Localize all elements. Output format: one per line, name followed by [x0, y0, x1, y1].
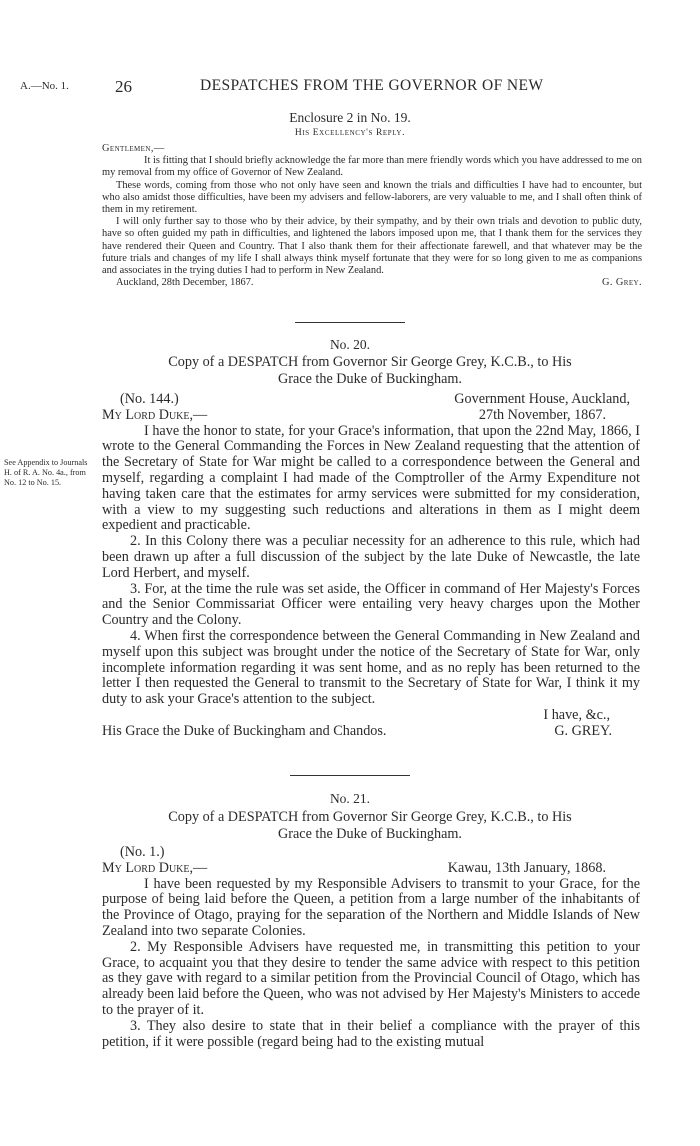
despatch-number: No. 21.	[329, 791, 371, 806]
running-title: DESPATCHES FROM THE GOVERNOR OF NEW	[200, 77, 544, 94]
despatch-closing: I have, &c.,	[543, 706, 610, 723]
despatch-number: No. 20.	[329, 337, 371, 352]
despatch-paragraph: I have the honor to state, for your Grace's information, that upon the 22nd May, 1866, I wrote to the General Commanding the Forces in New Zealand requesting that the attention of the Secretary of State for War might be called to a correspondence between the General and myself, regarding a complaint I had made of the Comptroller of the Army Expenditure not having taken care that the estimates for army services were submitted for my consideration, with a view to my suggesting such reductions and alterations in them as I might deem expedient and practicable.	[102, 422, 640, 534]
despatch-address: Government House, Auckland,	[454, 391, 630, 407]
despatch-20-body	[102, 392, 640, 740]
despatch-heading-line: Grace the Duke of Buckingham.	[278, 826, 462, 842]
despatch-heading-line: Copy of a DESPATCH from Governor Sir George Grey, K.C.B., to His	[168, 354, 572, 370]
despatch-heading-line: Copy of a DESPATCH from Governor Sir George Grey, K.C.B., to His	[168, 809, 572, 825]
running-header	[20, 77, 680, 98]
enclosure-paragraph: It is fitting that I should briefly acknowledge the far more than mere friendly words which you have addressed to me on my removal from my office of Governor of New Zealand.	[102, 155, 642, 179]
despatch-salutation-row	[102, 408, 640, 424]
despatch-paragraph: 2. My Responsible Advisers have requested me, in transmitting this petition to your Grace, to acquaint you that they desire to tender the same advice with respect to this petition as they gave with regard to a similar petition from the Provincial Council of Otago, which has already been laid before the Queen, who was not advised by Her Majesty's Ministers to accede to the prayer of it.	[102, 938, 640, 1018]
enclosure-signature-row	[102, 277, 642, 289]
page-number: 26	[115, 77, 132, 96]
enclosure-salutation: Gentlemen,—	[102, 143, 165, 154]
section-divider	[290, 775, 410, 776]
despatch-salutation: My Lord Duke,—	[102, 859, 208, 876]
enclosure-title: Enclosure 2 in No. 19.	[289, 110, 411, 125]
despatch-ref-row	[102, 392, 640, 408]
despatch-paragraph: 3. For, at the time the rule was set aside, the Officer in command of Her Majesty's Forces and the Senior Commissariat Officer were entailing very heavy charges upon the Mother Country and the Colony.	[102, 580, 640, 629]
enclosure-heading	[0, 110, 700, 140]
despatch-signature: G. GREY.	[554, 722, 612, 739]
despatch-heading	[110, 809, 630, 843]
enclosure-paragraph: These words, coming from those who not only have seen and known the trials and difficulties I have had to encounter, but who also amidst those difficulties, have been my advisers and fellow-laborers, are very valuable to me, and I shall often think of them in my retirement.	[102, 179, 642, 216]
margin-note: See Appendix to Journals H. of R. A. No. 4a., from No. 12 to No. 15.	[4, 458, 88, 487]
enclosure-paragraph: I will only further say to those who by their advice, by their sympathy, and by their own trials and devotion to public duty, have so often guided my path in difficulties, and lightened the labors imposed upon me, that I thank them for the services they have rendered their Queen and Country. That I also thank them for their affectionate farewell, and that whatever may be the future trials and changes of my life I shall always think myself fortunate that they were for so long given to me as companions and associates in the trying duties I had to perform in New Zealand.	[102, 216, 642, 277]
despatch-signature-row	[102, 724, 640, 740]
despatch-date: 27th November, 1867.	[478, 406, 606, 423]
enclosure-subtitle: His Excellency's Reply.	[294, 128, 406, 138]
despatch-addressee: His Grace the Duke of Buckingham and Chandos.	[102, 722, 387, 739]
despatch-salutation: My Lord Duke,—	[102, 406, 208, 423]
despatch-paragraph: 3. They also desire to state that in their belief a compliance with the prayer of this petition, if it were possible (regard being had to the existing mutual	[102, 1017, 640, 1050]
despatch-heading	[110, 354, 630, 388]
enclosure-place-date: Auckland, 28th December, 1867.	[116, 277, 254, 289]
despatch-place-date: Kawau, 13th January, 1868.	[447, 859, 606, 876]
despatch-paragraph: 2. In this Colony there was a peculiar necessity for an adherence to this rule, which had been drawn up after a full discussion of the subject by the late Duke of Newcastle, the late Lord Herbert, and myself.	[102, 533, 640, 581]
despatch-21-body	[102, 845, 640, 1050]
enclosure-signature: G. Grey.	[601, 277, 642, 289]
despatch-ref: (No. 1.)	[120, 844, 165, 860]
enclosure-body	[102, 143, 642, 289]
despatch-ref: (No. 144.)	[120, 391, 179, 407]
despatch-heading-line: Grace the Duke of Buckingham.	[278, 371, 462, 387]
sheet-reference: A.—No. 1.	[20, 80, 69, 92]
section-divider	[295, 322, 405, 323]
despatch-salutation-row	[102, 861, 640, 877]
despatch-paragraph: 4. When first the correspondence between the General Commanding in New Zealand and myself upon this subject was brought under the notice of the Secretary of State for War, only incomplete information regarding it was sent home, and as no reply has been returned to the letter I then requested the General to transmit to the Secretary of State for War, I think it my duty to ask your Grace's attention to the subject.	[102, 627, 640, 708]
despatch-paragraph: I have been requested by my Responsible Advisers to transmit to your Grace, for the purpose of being laid before the Queen, a petition from a large number of the inhabitants of the Province of Otago, praying for the separation of the Northern and Middle Islands of New Zealand into two separate Colonies.	[102, 875, 640, 939]
